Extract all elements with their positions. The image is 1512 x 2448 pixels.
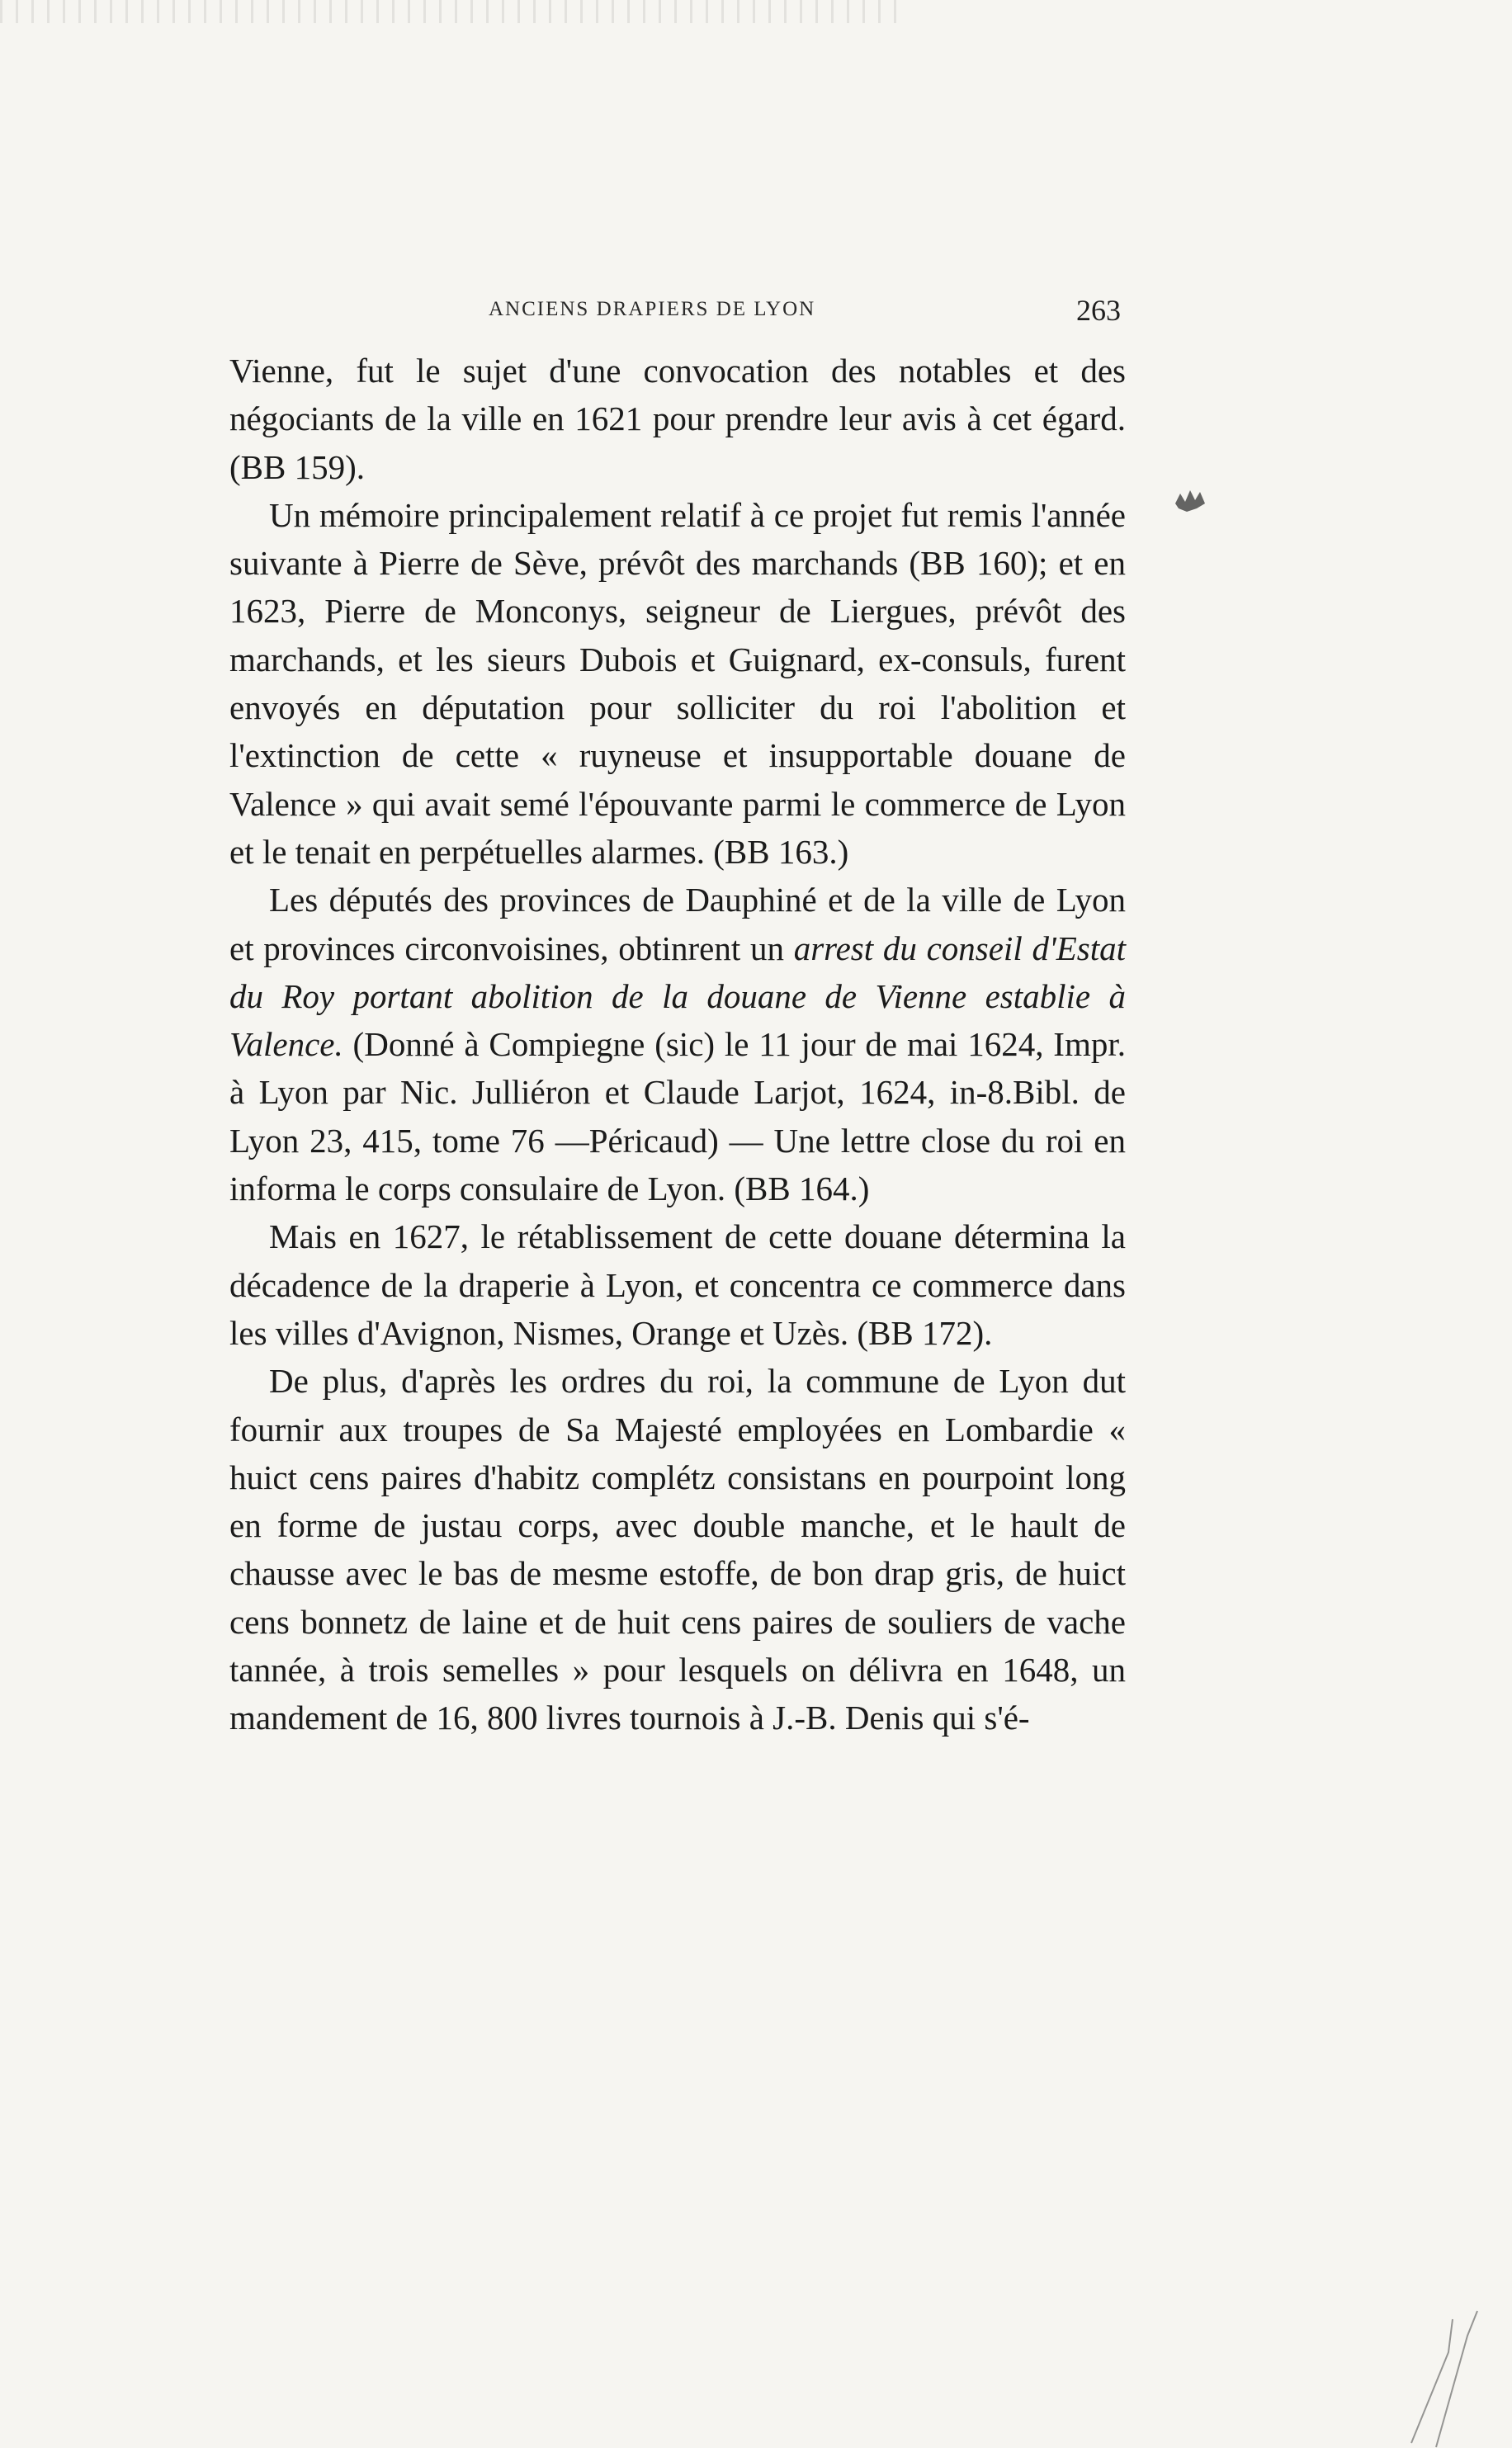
page-number: 263: [1076, 294, 1121, 327]
ink-blot-mark: [1172, 487, 1208, 515]
arrest-title: arrest du conseil d'Estat du Roy portant abolition de la douane de Vienne establie à Valence.: [229, 929, 1126, 1064]
paragraph-2: Un mémoire principalement relatif à ce projet fut remis l'année suivante à Pierre de Sève, prévôt des marchands (BB 160); et en 1623, Pierre de Monconys, seigneur de Liergues, prévôt des marchands, et les sieurs Dubois et Guignard, ex-consuls, furent envoyés en députation pour solliciter du roi l'abolition et l'extinction de cette « ruyneuse et insupportable douane de Valence » qui avait semé l'épouvante parmi le commerce de Lyon et le tenait en perpétuelles alarmes. (BB 163.): [229, 495, 1126, 871]
page-header: [231, 293, 1122, 334]
paragraph-1: Vienne, fut le sujet d'une convocation des notables et des négociants de la ville en 1621 pour prendre leur avis à cet égard. (BB 159).: [229, 352, 1126, 486]
body-text: [229, 347, 1126, 1742]
paragraph-3: [229, 876, 1126, 1212]
running-title: ANCIENS DRAPIERS DE LYON: [489, 298, 816, 320]
pencil-stroke-mark: [1403, 2303, 1486, 2448]
paragraph-5: De plus, d'après les ordres du roi, la commune de Lyon dut fournir aux troupes de Sa Majesté employées en Lombardie « huict cens paires d'habitz complétz consistans en pourpoint long en forme de justau corps, avec double manche, et le hault de chausse avec le bas de mesme estoffe, de bon drap gris, de huict cens bonnetz de laine et de huit cens paires de souliers de vache tannée, à trois semelles » pour lesquels on délivra en 1648, un mandement de 16, 800 livres tournois à J.-B. Denis qui s'é-: [229, 1362, 1126, 1737]
paragraph-3-end: (Donné à Compiegne (sic) le 11 jour de mai 1624, Impr. à Lyon par Nic. Julliéron et Claude Larjot, 1624, in-8.Bibl. de Lyon 23, 415, tome 76 —Péricaud) — Une lettre close du roi en informa le corps consulaire de Lyon. (BB 164.): [229, 1025, 1126, 1208]
paragraph-3-start: Les députés des provinces de Dauphiné et de la ville de Lyon et provinces circonvoisines, obtinrent un: [229, 881, 1126, 967]
scan-noise: [0, 0, 908, 23]
paragraph-4: Mais en 1627, le rétablissement de cette douane détermina la décadence de la draperie à Lyon, et concentra ce commerce dans les villes d'Avignon, Nismes, Orange et Uzès. (BB 172).: [229, 1217, 1126, 1352]
